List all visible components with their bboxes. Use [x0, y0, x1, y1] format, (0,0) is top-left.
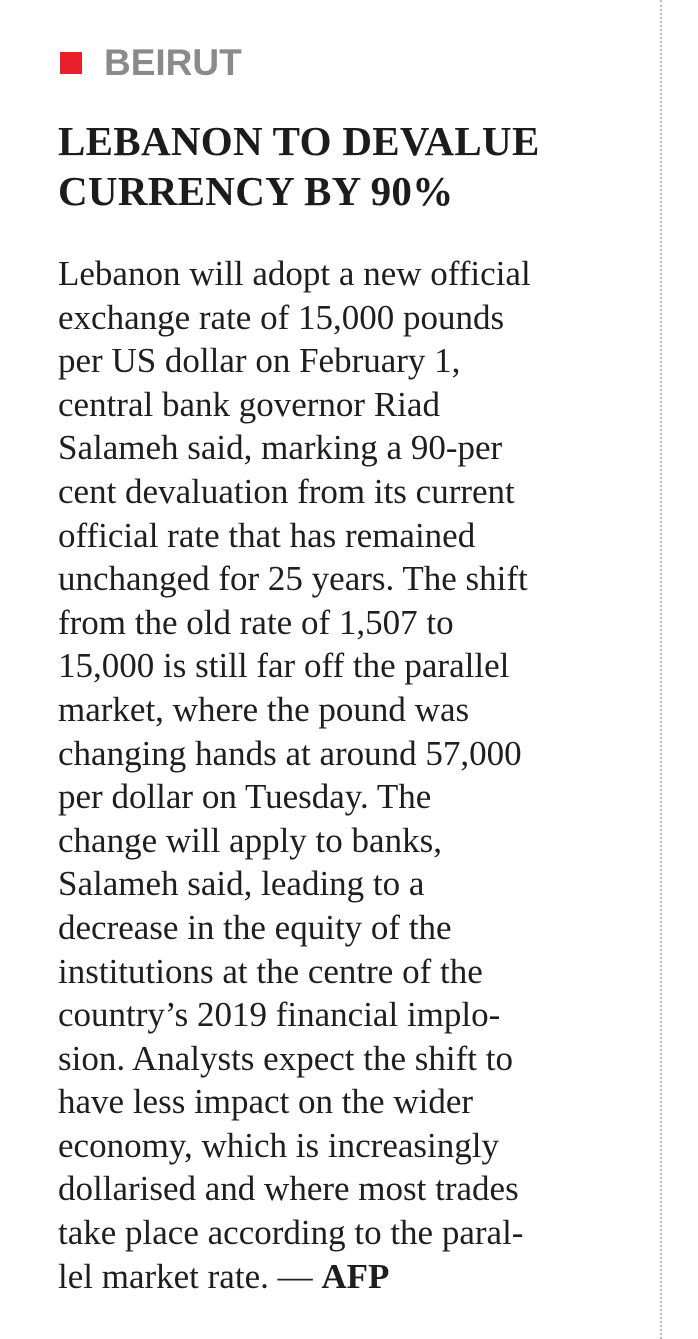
- body-line: decrease in the equity of the: [58, 907, 452, 947]
- body-line: changing hands at around 57,000: [58, 733, 522, 773]
- body-line: Salameh said, leading to a: [58, 864, 425, 904]
- body-line: market, where the pound was: [58, 689, 470, 729]
- body-line: unchanged for 25 years. The shift: [58, 559, 528, 599]
- credit: AFP: [321, 1256, 390, 1296]
- red-square-icon: [60, 52, 82, 74]
- body-line: central bank governor Riad: [58, 384, 440, 424]
- body-line: have less impact on the wider: [58, 1082, 474, 1122]
- body-line: 15,000 is still far off the parallel: [58, 646, 510, 686]
- headline-line-1: LEBANON TO DEVALUE: [58, 118, 540, 164]
- body-line: Lebanon will adopt a new official: [58, 254, 531, 293]
- body-line: exchange rate of 15,000 pounds: [58, 297, 505, 337]
- body-line: cent devaluation from its current: [58, 471, 515, 511]
- body-line: take place according to the paral-: [58, 1213, 524, 1253]
- body-line: dollarised and where most trades: [58, 1169, 519, 1209]
- headline-line-2: CURRENCY BY 90%: [58, 168, 454, 214]
- dateline: [58, 40, 648, 86]
- dateline-text: BEIRUT: [104, 42, 242, 83]
- article-body: [58, 252, 648, 1298]
- body-line: sion. Analysts expect the shift to: [58, 1038, 513, 1078]
- body-line: institutions at the centre of the: [58, 951, 483, 991]
- body-line: per US dollar on February 1,: [58, 341, 461, 381]
- body-line: economy, which is increasingly: [58, 1125, 499, 1165]
- body-line: per dollar on Tuesday. The: [58, 777, 432, 817]
- body-line: from the old rate of 1,507 to: [58, 602, 454, 642]
- body-line: official rate that has remained: [58, 515, 476, 555]
- body-line: [58, 1255, 648, 1299]
- news-article: [58, 40, 648, 1298]
- body-line: country’s 2019 financial implo-: [58, 995, 501, 1035]
- body-line: Salameh said, marking a 90-per: [58, 428, 503, 468]
- column-divider: [660, 0, 662, 1339]
- body-line: change will apply to banks,: [58, 820, 442, 860]
- headline: [58, 116, 648, 216]
- body-line-text: lel market rate. —: [58, 1256, 322, 1296]
